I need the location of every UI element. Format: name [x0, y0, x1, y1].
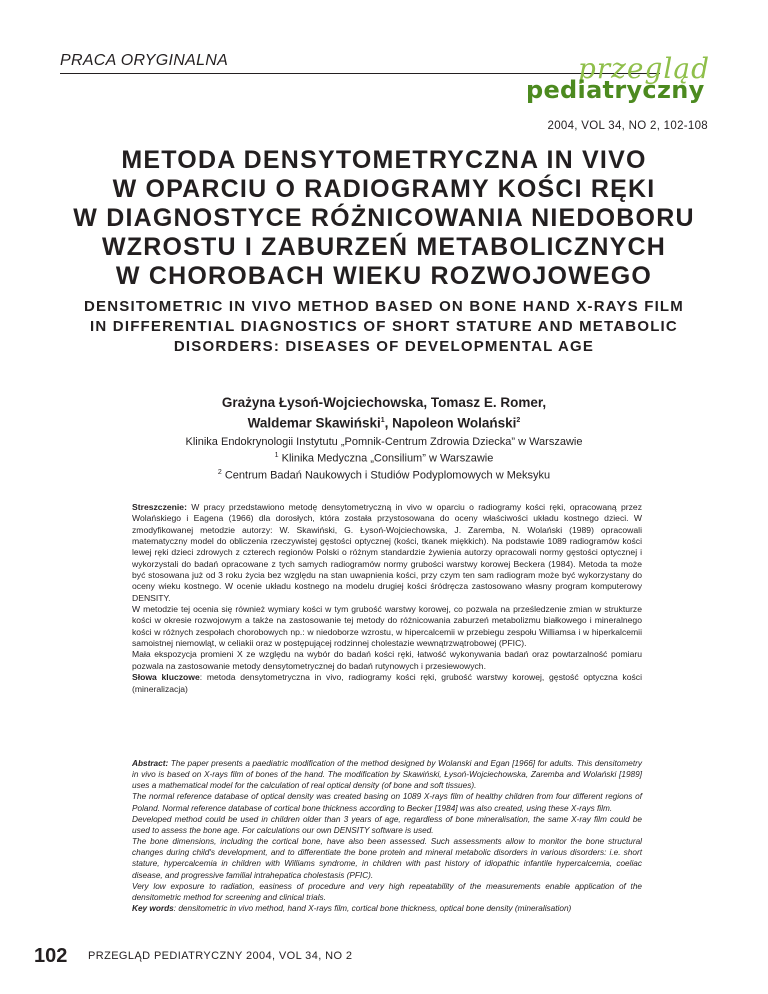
author-affil-mark: 2 [516, 417, 521, 424]
title-pl-line: W DIAGNOSTYCE RÓŻNICOWANIA NIEDOBORU [73, 204, 695, 232]
authors-line-1: Grażyna Łysoń-Wojciechowska, Tomasz E. Romer, [221, 395, 547, 410]
abstract-text: The paper presents a paediatric modification of the method designed by Wolanski and Egan [1966] for adults. This densitometry in vivo is based on X-rays film of bones of the hand. The modification by Skawiński, Łysoń-Wojciechowska, Zaremba and Wolański [1989] uses a mathematical model for the calculation of real optical density (of bone and soft tissues). [132, 759, 642, 791]
author-name: Waldemar Skawiński [247, 415, 381, 431]
title-pl-line: W OPARCIU O RADIOGRAMY KOŚCI RĘKI [112, 175, 656, 203]
keywords-label: Key words [132, 904, 174, 914]
affiliation-text: Klinika Medyczna „Consilium” w Warszawie [278, 452, 494, 465]
page-number: 102 [34, 945, 68, 967]
section-label: PRACA ORYGINALNA [60, 52, 229, 69]
keywords-text: : metoda densytometryczna in vivo, radiogramy kości ręki, grubość warstwy korowej, gęstość optyczna kości (mineralizacja) [132, 672, 642, 694]
title-en-line: IN DIFFERENTIAL DIAGNOSTICS OF SHORT STATURE AND METABOLIC [90, 318, 678, 335]
authors [60, 394, 708, 433]
citation: 2004, VOL 34, NO 2, 102-108 [547, 120, 708, 132]
abstract-paragraph: W metodzie tej ocenia się również wymiary kości w tym grubość warstwy korowej, co pozwala na prześledzenie zmian w strukturze kości w okresie rozwojowym a także na zastosowanie tej metody do różnicowania zaburzeń metabolizmu białkowego i mineralnego kości w różnych zespołach chorobowych np.: w niedoborze wzrostu, w hipercalcemii w przebiegu zespołu Williamsa i w hiperkalcemii samoistnej niemowląt, w celiakii oraz w postępującej rodzinnej cholestazie wewnątrzwątrobowej (PFIC). [132, 604, 642, 649]
abstract-label: Streszczenie: [132, 502, 187, 512]
title-polish [60, 146, 708, 291]
author-name: , Napoleon Wolański [384, 415, 517, 431]
affiliation-mark: 2 [217, 468, 222, 476]
title-en-line: DENSITOMETRIC IN VIVO METHOD BASED ON BONE HAND X-RAYS FILM [83, 298, 684, 315]
abstract-paragraph: The bone dimensions, including the cortical bone, have also been assessed. Such assessments allow to monitor the bone structural changes during child's development, and to differentiate the bone protein and mineral metabolic disorders in various disorders: i.e. short stature, hypercalcemia in children with Williams syndrome, in children with past history of idiopathic infantile hypercalcemia, coeliac disease, and progressive familial intrahepatica cholestasis (PFIC). [132, 837, 642, 880]
affiliation-line [60, 466, 708, 483]
abstract-text: W pracy przedstawiono metodę densytometryczną in vivo w oparciu o radiogramy kości ręki, opracowaną przez Wolańskiego i Eagena (1966) dla dorosłych, która została przystosowana do oceny właściwości układu kostnego dzieci. W zmodyfikowanej metodzie autorzy: W. Skawiński, G. Łysoń-Wojciechowska, J. Zaremba, N. Wolański (1989) opracowali matematyczny model do obliczenia rzeczywistej gęstości optycznej (kości, tkanek miękkich). Na podstawie 1089 radiogramów kości lewej ręki dzieci zdrowych z czterech regionów Polski o różnym standardzie żywienia autorzy opracowali normy gęstości optycznej i wykorzystali do badań opracowane z tych samych radiogramów normy grubości warstwy korowej Beckera (1984). Metoda ta może być stosowana już od 3 roku życia bez względu na stan uwapnienia kości, przy czym ten sam radiogram może być wykorzystany do oceny wieku kostnego. W ocenie układu kostnego na modelu drugiej kości śródręcza zastosowano własny program komputerowy DENSITY. [132, 502, 642, 603]
authors-line-2 [60, 412, 708, 433]
abstract-english [132, 758, 642, 914]
keywords-paragraph [132, 672, 642, 695]
keywords-paragraph [132, 903, 642, 914]
abstract-polish [132, 502, 642, 695]
affiliation-mark: 1 [274, 452, 279, 459]
affiliation-line [60, 449, 708, 466]
keywords-label: Słowa kluczowe [132, 672, 200, 683]
title-english [60, 297, 708, 357]
abstract-paragraph: Very low exposure to radiation, easiness of procedure and very high repeatability of the measurements enable application of the densitometric method for screening and clinical trials. [132, 881, 642, 902]
author-affil-mark: 1 [380, 417, 385, 424]
keywords-text: : densitometric in vivo method, hand X-rays film, cortical bone thickness, optical bone density (mineralisation) [173, 904, 572, 914]
affiliation-line: Klinika Endokrynologii Instytutu „Pomnik-Centrum Zdrowia Dziecka” w Warszawie [185, 436, 583, 448]
title-pl-line: W CHOROBACH WIEKU ROZWOJOWEGO [115, 262, 653, 290]
abstract-paragraph: The normal reference database of optical density was created basing on 1089 X-rays film of healthy children from four different regions of Poland. Normal reference database of cortical bone thickness according to Becker [1984] was also created, using these X-rays film. [132, 792, 642, 813]
affiliations [60, 435, 708, 482]
abstract-paragraph [132, 502, 642, 604]
abstract-paragraph [132, 758, 642, 791]
footer-journal: PRZEGLĄD PEDIATRYCZNY 2004, VOL 34, NO 2 [88, 950, 353, 962]
abstract-paragraph: Developed method could be used in children older than 3 years of age, regardless of bone mineralisation, the same X-ray film could be used to assess the bone age. For calculations our own DENSITY software is used. [132, 814, 642, 835]
title-pl-line: WZROSTU I ZABURZEŃ METABOLICZNYCH [101, 233, 667, 261]
abstract-label: Abstract: [132, 759, 169, 768]
journal-logo-top: przegląd [577, 52, 710, 85]
journal-logo [520, 52, 720, 106]
journal-logo-bottom: pediatryczny [526, 76, 705, 104]
title-pl-line: METODA DENSYTOMETRYCZNA IN VIVO [121, 146, 647, 174]
affiliation-text: Centrum Badań Naukowych i Studiów Podyplomowych w Meksyku [221, 469, 551, 482]
abstract-paragraph: Mała ekspozycja promieni X ze względu na wybór do badań kości ręki, łatwość wykonywania badań oraz powtarzalność pomiaru pozwala na zastosowanie metody densytometrycznej do badań rutynowych i przesiewowych. [132, 649, 642, 671]
title-en-line: DISORDERS: DISEASES OF DEVELOPMENTAL AGE [173, 338, 595, 355]
